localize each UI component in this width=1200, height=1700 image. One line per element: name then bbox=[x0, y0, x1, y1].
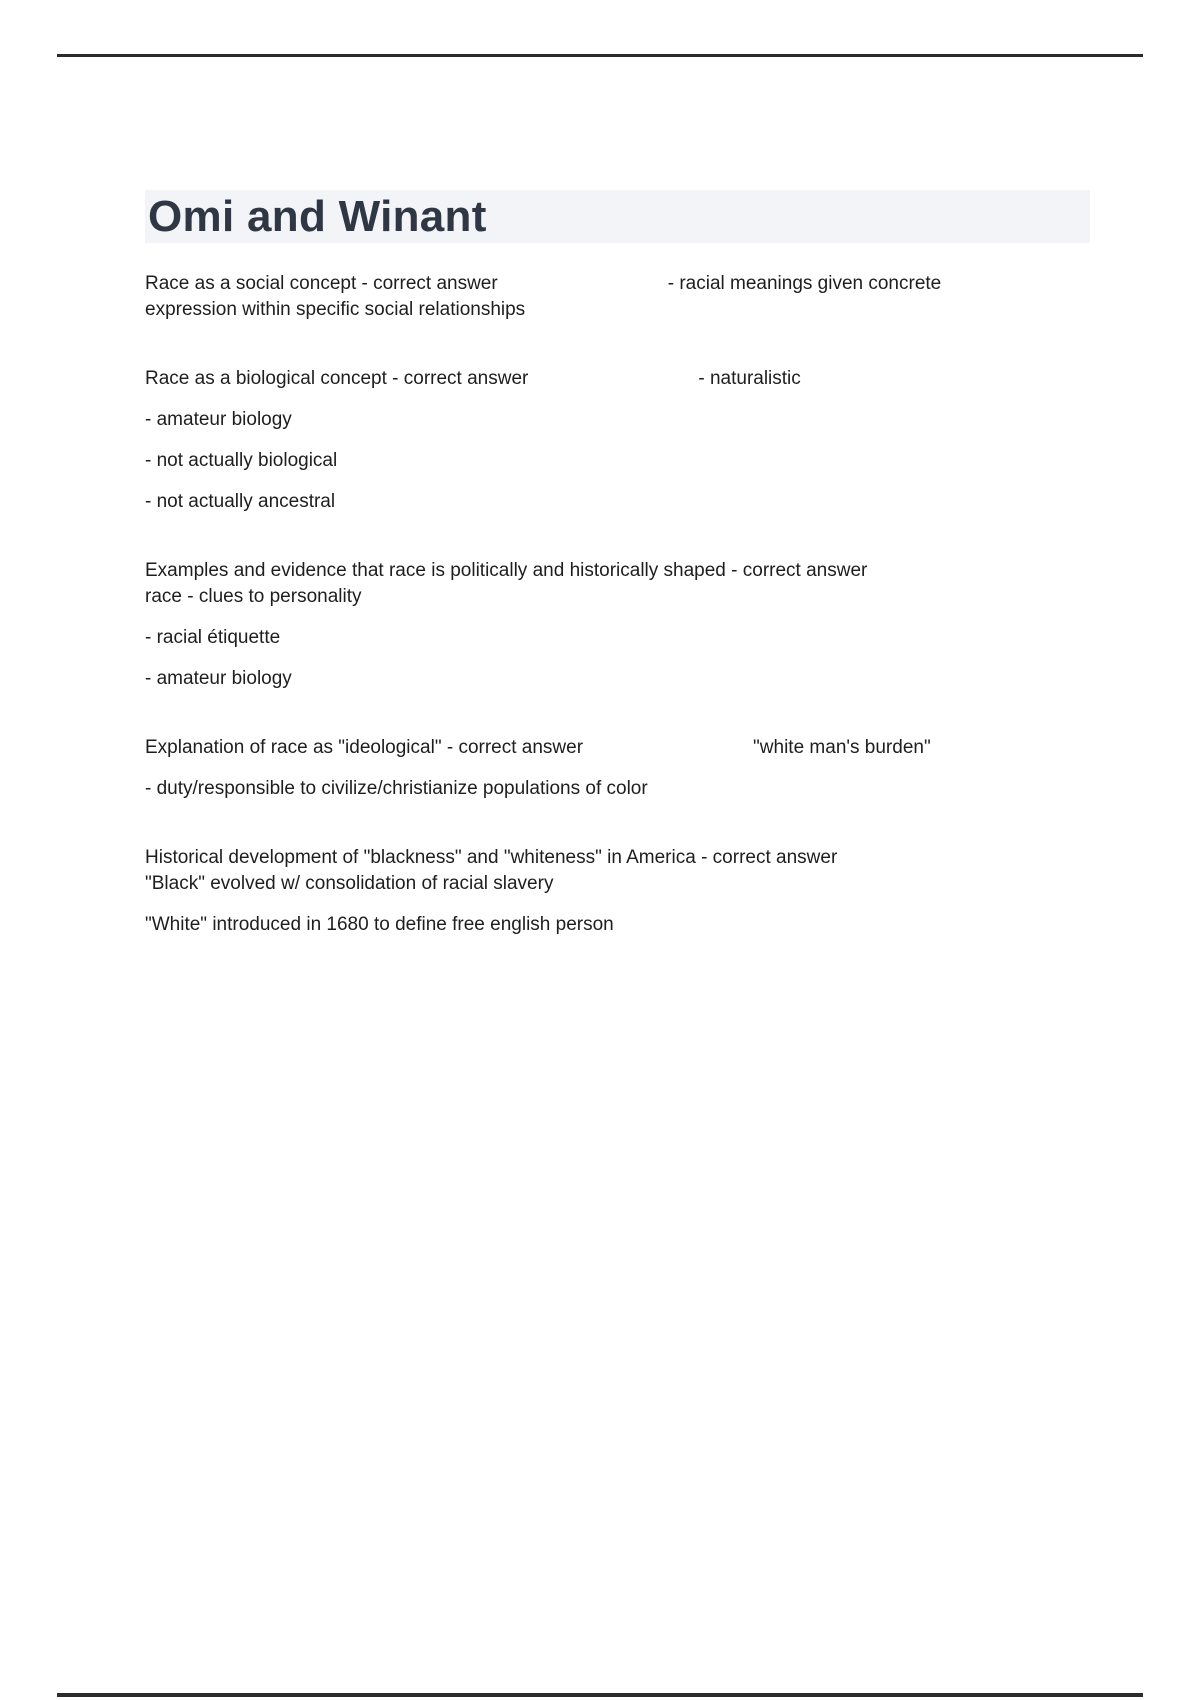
paragraph bbox=[145, 489, 1090, 515]
question-text: Historical development of "blackness" and "whiteness" in America - correct answer bbox=[145, 847, 838, 868]
question-text: Examples and evidence that race is politically and historically shaped - correct answer bbox=[145, 560, 868, 581]
answer-text: - amateur biology bbox=[145, 409, 292, 430]
top-rule bbox=[57, 54, 1143, 57]
answer-text: - racial étiquette bbox=[145, 627, 281, 648]
qa-block bbox=[145, 735, 1090, 802]
paragraph bbox=[145, 448, 1090, 474]
paragraph bbox=[145, 845, 1090, 897]
answer-text: "white man's burden" bbox=[753, 737, 931, 758]
paragraph bbox=[145, 625, 1090, 651]
question-text: Race as a biological concept - correct answer bbox=[145, 368, 529, 389]
paragraph bbox=[145, 366, 1090, 392]
answer-text: "White" introduced in 1680 to define free english person bbox=[145, 914, 614, 935]
paragraph bbox=[145, 776, 1090, 802]
answer-text: race - clues to personality bbox=[145, 586, 362, 607]
answer-text: - naturalistic bbox=[698, 368, 801, 389]
question-text: Explanation of race as "ideological" - correct answer bbox=[145, 737, 584, 758]
answer-text: expression within specific social relationships bbox=[145, 299, 526, 320]
answer-text: "Black" evolved w/ consolidation of racial slavery bbox=[145, 873, 554, 894]
bottom-rule bbox=[57, 1693, 1143, 1697]
paragraph bbox=[145, 271, 1090, 323]
question-text: Race as a social concept - correct answer bbox=[145, 273, 498, 294]
page-content bbox=[145, 190, 1090, 981]
answer-text: - duty/responsible to civilize/christianize populations of color bbox=[145, 778, 648, 799]
paragraph bbox=[145, 735, 1090, 761]
answer-text: - amateur biology bbox=[145, 668, 292, 689]
qa-block bbox=[145, 845, 1090, 938]
qa-block bbox=[145, 271, 1090, 323]
paragraph bbox=[145, 558, 1090, 610]
qa-block bbox=[145, 558, 1090, 692]
paragraph bbox=[145, 407, 1090, 433]
qa-block bbox=[145, 366, 1090, 515]
answer-text: - not actually ancestral bbox=[145, 491, 336, 512]
paragraph bbox=[145, 912, 1090, 938]
answer-text: - not actually biological bbox=[145, 450, 338, 471]
page-title: Omi and Winant bbox=[145, 190, 1090, 243]
answer-text: - racial meanings given concrete bbox=[667, 273, 942, 294]
qa-blocks bbox=[145, 271, 1090, 938]
paragraph bbox=[145, 666, 1090, 692]
